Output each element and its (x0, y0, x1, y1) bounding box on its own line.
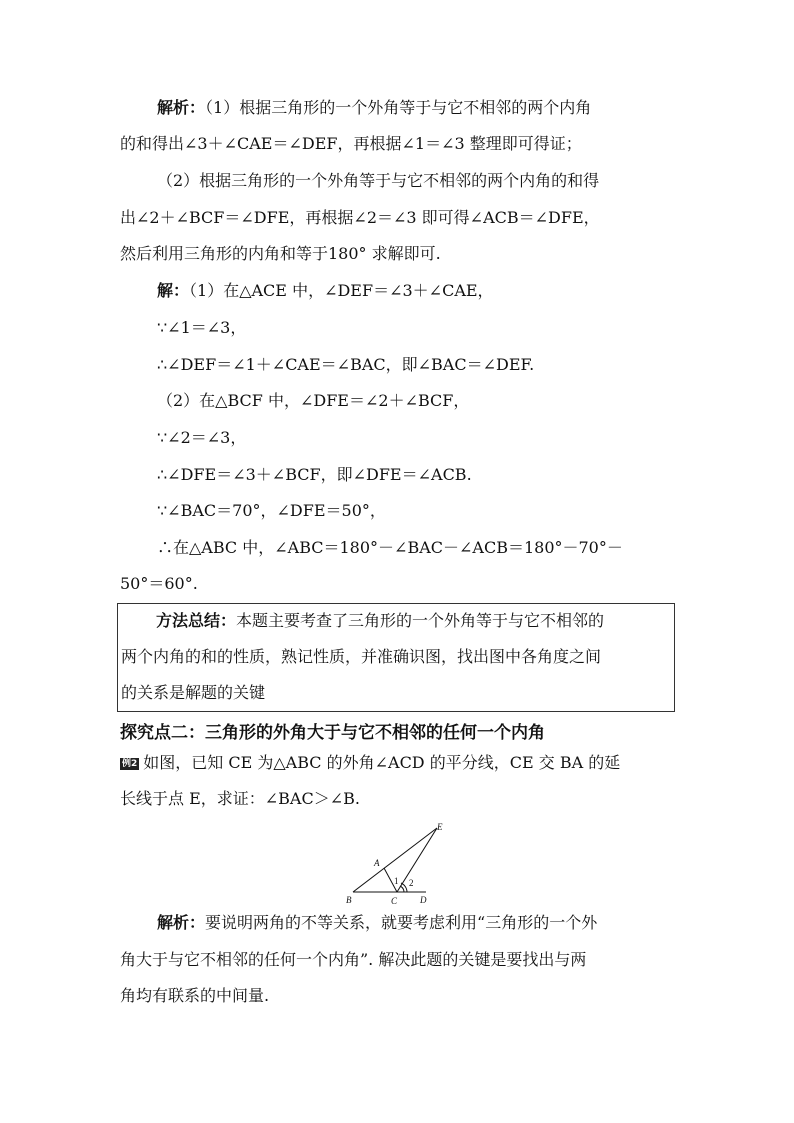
analysis-line-4: 出∠2＋∠BCF＝∠DFE，再根据∠2＝∠3 即可得∠ACB＝∠DFE， (120, 208, 600, 227)
example-line-1 (120, 753, 620, 773)
solution-line-8: ∴在△ABC 中，∠ABC＝180°－∠BAC－∠ACB＝180°－70°－ (157, 538, 623, 557)
analysis-label: 解析： (157, 98, 206, 117)
label-a: A (374, 858, 380, 868)
label-angle-2: 2 (409, 878, 414, 888)
analysis-line-1 (157, 98, 591, 118)
segment-ce (397, 828, 437, 892)
solution-line-7: ∵∠BAC＝70°，∠DFE＝50°， (157, 501, 386, 520)
solution-line-4: （2）在△BCF 中，∠DFE＝∠2＋∠BCF， (157, 391, 470, 410)
solution-line-9: 50°＝60°. (120, 574, 198, 593)
solution-line-5: ∵∠2＝∠3， (157, 428, 247, 447)
solution-line-3: ∴∠DEF＝∠1＋∠CAE＝∠BAC，即∠BAC＝∠DEF. (157, 355, 535, 374)
example-tag: 例2 (122, 759, 138, 769)
analysis-line-3: （2）根据三角形的一个外角等于与它不相邻的两个内角的和得 (157, 171, 600, 190)
solution-label: 解： (157, 281, 190, 300)
method-summary-line-3: 的关系是解题的关键 (121, 683, 266, 702)
solution-text: （1）在△ACE 中，∠DEF＝∠3＋∠CAE， (189, 281, 494, 300)
solution-line-2: ∵∠1＝∠3， (157, 318, 247, 337)
analysis2-line-2: 角大于与它不相邻的任何一个内角”. 解决此题的关键是要找出与两 (120, 950, 587, 969)
example-line-2: 长线于点 E，求证：∠BAC＞∠B. (120, 789, 360, 808)
analysis-line-5: 然后利用三角形的内角和等于180° 求解即可. (120, 244, 441, 263)
triangle-figure (340, 820, 450, 906)
analysis-text: （1）根据三角形的一个外角等于与它不相邻的两个内角 (205, 98, 592, 117)
analysis2-line-3: 角均有联系的中间量. (120, 986, 270, 1005)
analysis2-label: 解析： (157, 913, 206, 932)
label-c: C (391, 896, 398, 906)
label-e: E (437, 822, 443, 832)
analysis2-line-1 (157, 913, 597, 933)
solution-line-6: ∴∠DFE＝∠3＋∠BCF，即∠DFE＝∠ACB. (157, 465, 472, 484)
method-summary-box (117, 603, 675, 712)
analysis2-text: 要说明两角的不等关系，就要考虑利用“三角形的一个外 (205, 913, 598, 932)
analysis-line-2: 的和得出∠3＋∠CAE＝∠DEF，再根据∠1＝∠3 整理即可得证； (120, 134, 582, 153)
label-angle-1: 1 (394, 876, 399, 886)
section-heading: 探究点二：三角形的外角大于与它不相邻的任何一个内角 (120, 723, 545, 743)
label-b: B (346, 895, 352, 905)
method-summary-text: 本题主要考查了三角形的一个外角等于与它不相邻的 (236, 611, 605, 630)
solution-line-1 (157, 281, 494, 301)
label-d: D (420, 895, 427, 905)
method-summary-line-2: 两个内角的和的性质，熟记性质，并准确识图，找出图中各角度之间 (121, 647, 602, 666)
example-text: 如图，已知 CE 为△ABC 的外角∠ACD 的平分线，CE 交 BA 的延 (143, 753, 621, 772)
method-summary-label: 方法总结： (156, 611, 237, 630)
method-summary-line-1 (156, 611, 604, 631)
